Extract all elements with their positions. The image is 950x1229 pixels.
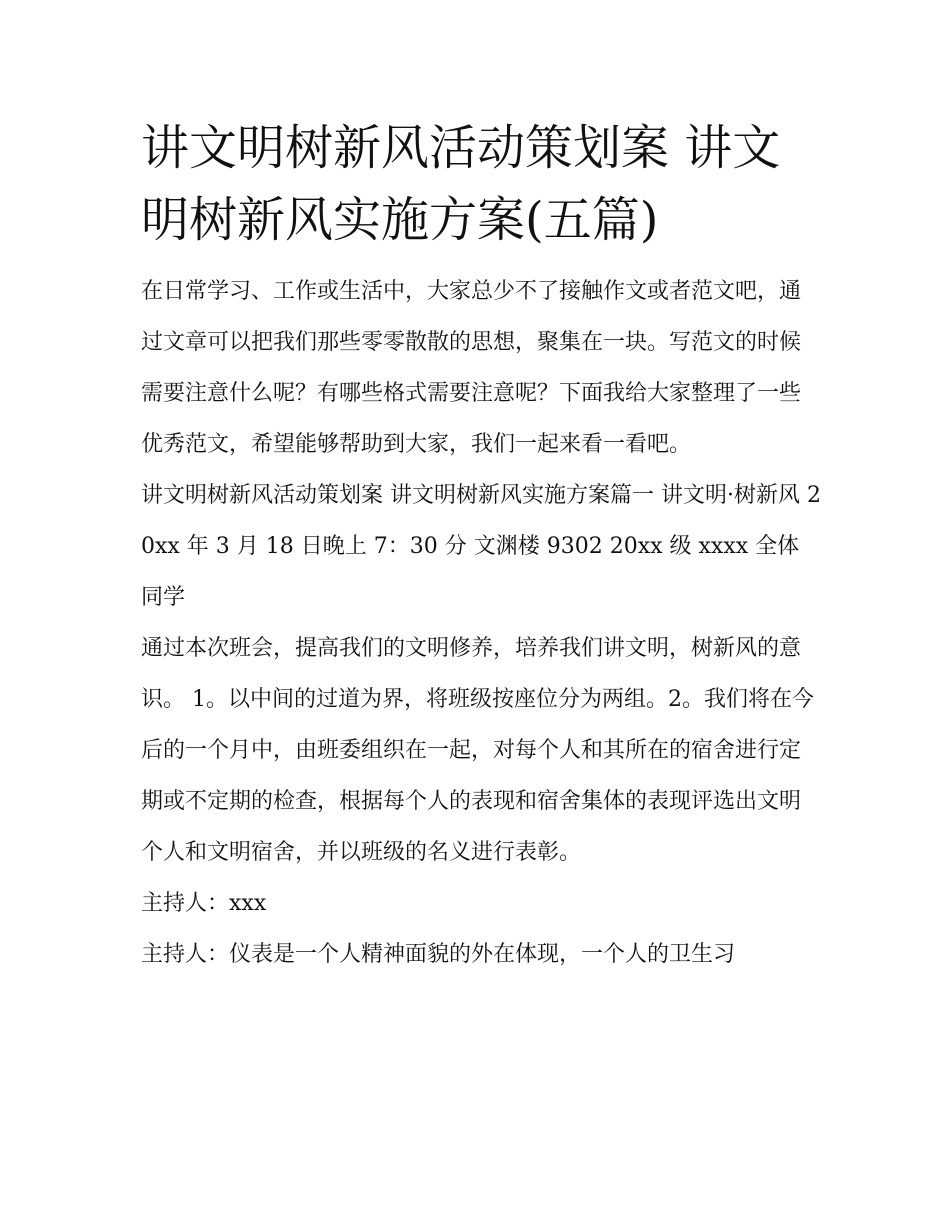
section-heading-paragraph: 讲文明树新风活动策划案 讲文明树新风实施方案篇一 讲文明·树新风 20xx 年 3 月 18 日晚上 7：30 分 文渊楼 9302 20xx 级 xxxx 全体同学 (141, 483, 821, 610)
document-body (141, 112, 821, 980)
purpose-paragraph: 通过本次班会，提高我们的文明修养，培养我们讲文明，树新风的意识。 1。以中间的过道为界，将班级按座位分为两组。2。我们将在今后的一个月中，由班委组织在一起，对每个人和其所在的宿舍进行定期或不定期的检查，根据每个人的表现和宿舍集体的表现评选出文明个人和文明宿舍，并以班级的名义进行表彰。 (141, 636, 814, 865)
document-title: 讲文明树新风活动策划案 讲文明树新风实施方案(五篇) (141, 120, 781, 248)
intro-paragraph: 在日常学习、工作或生活中，大家总少不了接触作文或者范文吧，通过文章可以把我们那些零零散散的思想，聚集在一块。写范文的时候需要注意什么呢？有哪些格式需要注意呢？下面我给大家整理了一些优秀范文，希望能够帮助到大家，我们一起来看一看吧。 (141, 279, 802, 457)
host-paragraph: 主持人：xxx (141, 891, 267, 916)
host-speech-paragraph: 主持人：仪表是一个人精神面貌的外在体现，一个人的卫生习 (141, 942, 736, 967)
